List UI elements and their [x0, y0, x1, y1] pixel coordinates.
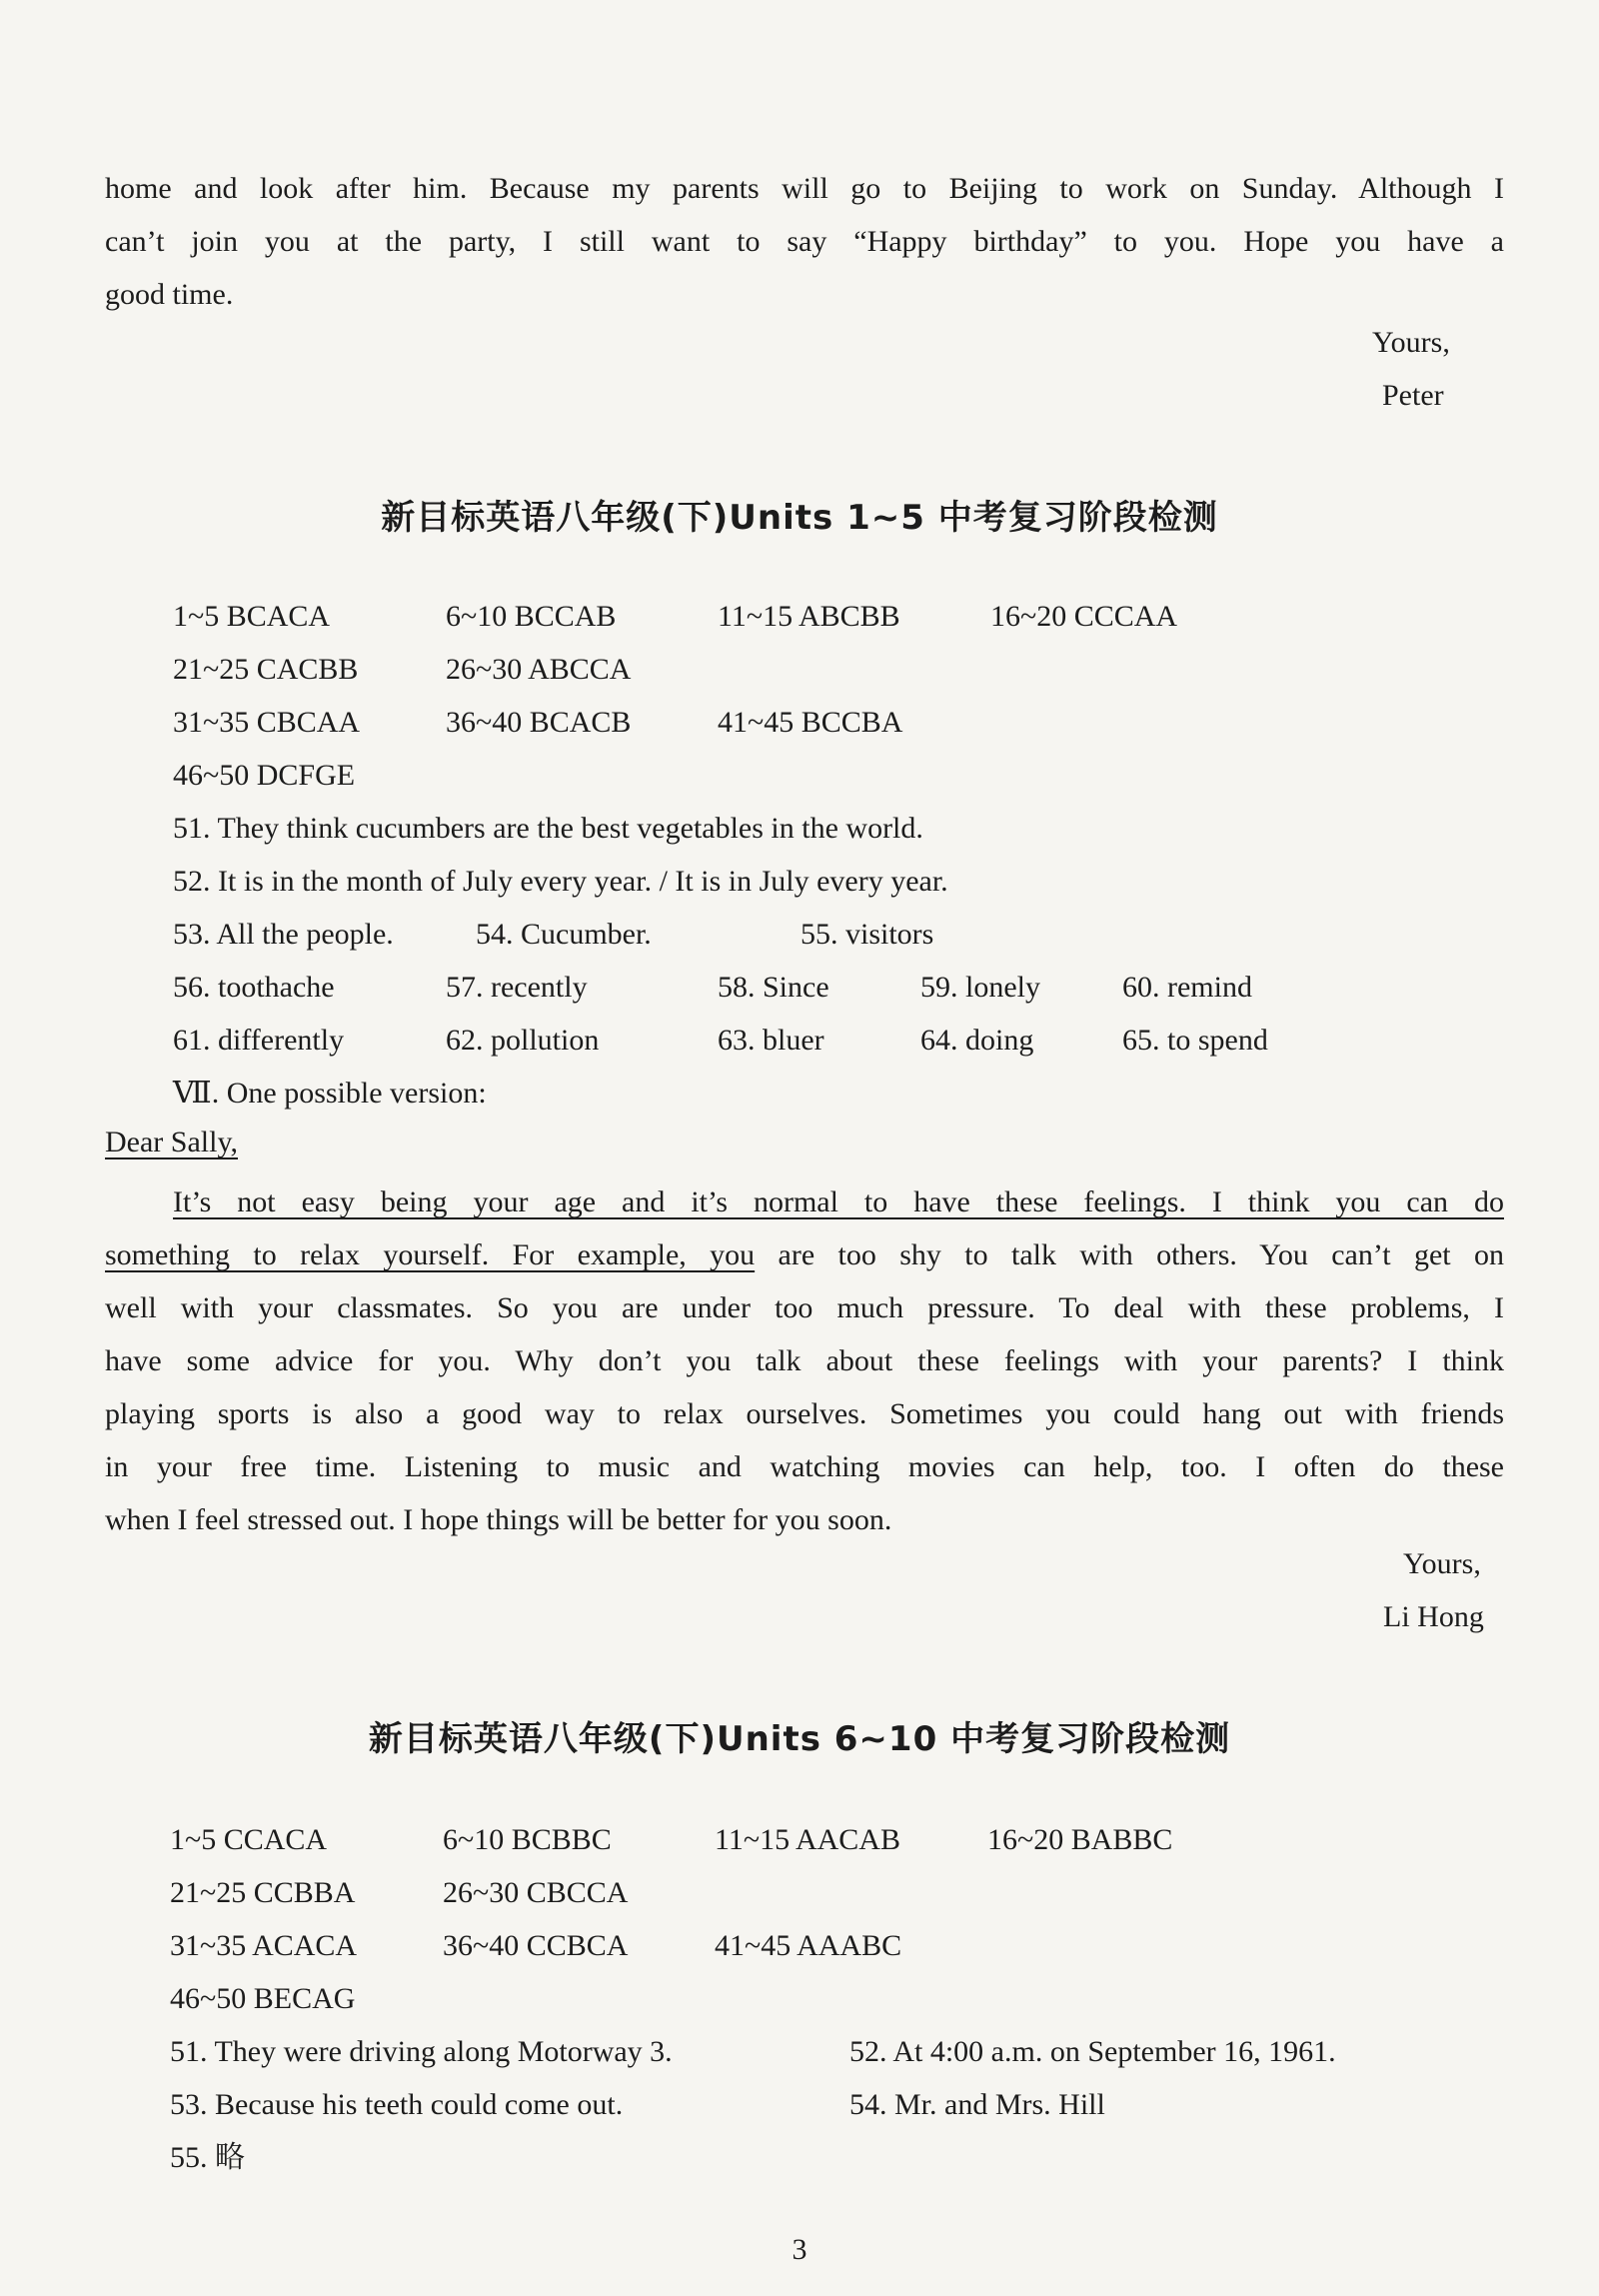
essay-line-underlined: It’s not easy being your age and it’s normal to have these feelings. I think you can do [173, 1185, 1504, 1218]
essay-line: when I feel stressed out. I hope things will be better for you soon. [105, 1503, 892, 1536]
answer-53: 53. Because his teeth could come out. [170, 2088, 624, 2121]
essay-signature: Li Hong [1383, 1600, 1484, 1633]
letter-signature: Peter [1382, 379, 1444, 412]
answer-group: 41~45 AAABC [715, 1929, 902, 1962]
essay-line [105, 1228, 1504, 1281]
answer-group: 46~50 BECAG [170, 1982, 356, 2015]
answer-group: 11~15 ABCBB [718, 600, 900, 633]
answer-54: 54. Cucumber. [476, 918, 652, 951]
answer-group: 1~5 CCACA [170, 1823, 328, 1856]
answer-group: 16~20 CCCAA [990, 600, 1178, 633]
answer-word: 60. remind [1122, 971, 1252, 1004]
answer-group: 11~15 AACAB [715, 1823, 900, 1856]
section-title: 新目标英语八年级(下)Units 6~10 中考复习阶段检测 [368, 1719, 1231, 1759]
answer-word: 57. recently [446, 971, 588, 1004]
answer-group: 21~25 CCBBA [170, 1876, 356, 1909]
answer-group: 26~30 CBCCA [443, 1876, 629, 1909]
answer-51: 51. They think cucumbers are the best vegetables in the world. [173, 812, 923, 845]
answer-group: 36~40 CCBCA [443, 1929, 629, 1962]
answer-group: 1~5 BCACA [173, 600, 331, 633]
answer-51: 51. They were driving along Motorway 3. [170, 2035, 673, 2068]
answer-word: 61. differently [173, 1024, 345, 1057]
answer-group: 16~20 BABBC [987, 1823, 1173, 1856]
essay-body [105, 1175, 1504, 1546]
essay-salutation: Dear Sally, [105, 1126, 239, 1158]
answer-group: 26~30 ABCCA [446, 653, 632, 686]
essay-line: have some advice for you. Why don’t you talk about these feelings with your parents? I think [105, 1344, 1504, 1377]
answer-group: 31~35 ACACA [170, 1929, 358, 1962]
answer-group: 21~25 CACBB [173, 653, 359, 686]
answer-52: 52. It is in the month of July every year. / It is in July every year. [173, 865, 948, 898]
letter-line: home and look after him. Because my parents will go to Beijing to work on Sunday. Although I [105, 172, 1504, 205]
answer-word: 65. to spend [1122, 1024, 1268, 1057]
answer-group: 46~50 DCFGE [173, 759, 356, 792]
version-label: Ⅶ. One possible version: [173, 1077, 487, 1110]
letter-line: good time. [105, 278, 234, 311]
essay-line [105, 1175, 1504, 1228]
essay-closing: Yours, [1403, 1547, 1481, 1580]
answer-55: 55. 略 [170, 2141, 245, 2174]
essay-line-underlined-part: something to relax yourself. For example, you [105, 1238, 756, 1271]
answer-word: 62. pollution [446, 1024, 600, 1057]
essay-line-rest: are too shy to talk with others. You can’t get on [778, 1238, 1505, 1271]
answer-word: 64. doing [920, 1024, 1034, 1057]
letter-line: can’t join you at the party, I still want to say “Happy birthday” to you. Hope you have a [105, 225, 1504, 258]
answer-group: 6~10 BCCAB [446, 600, 617, 633]
essay-line: playing sports is also a good way to relax ourselves. Sometimes you could hang out with friends [105, 1397, 1504, 1430]
answer-group: 41~45 BCCBA [718, 706, 903, 739]
letter-continuation [105, 162, 1504, 321]
answer-word: 56. toothache [173, 971, 335, 1004]
section-title: 新目标英语八年级(下)Units 1~5 中考复习阶段检测 [381, 498, 1218, 538]
answer-word: 63. bluer [718, 1024, 824, 1057]
essay-line: in your free time. Listening to music and watching movies can help, too. I often do these [105, 1450, 1504, 1483]
letter-closing: Yours, [1372, 326, 1450, 359]
answer-group: 6~10 BCBBC [443, 1823, 612, 1856]
page-number: 3 [792, 2233, 807, 2266]
answer-group: 31~35 CBCAA [173, 706, 361, 739]
answer-group: 36~40 BCACB [446, 706, 632, 739]
answer-54: 54. Mr. and Mrs. Hill [849, 2088, 1105, 2121]
answer-word: 58. Since [718, 971, 829, 1004]
answer-53: 53. All the people. [173, 918, 394, 951]
essay-line: well with your classmates. So you are under too much pressure. To deal with these problems, I [105, 1291, 1504, 1324]
answer-word: 59. lonely [920, 971, 1040, 1004]
answer-52: 52. At 4:00 a.m. on September 16, 1961. [849, 2035, 1336, 2068]
answer-55: 55. visitors [800, 918, 934, 951]
